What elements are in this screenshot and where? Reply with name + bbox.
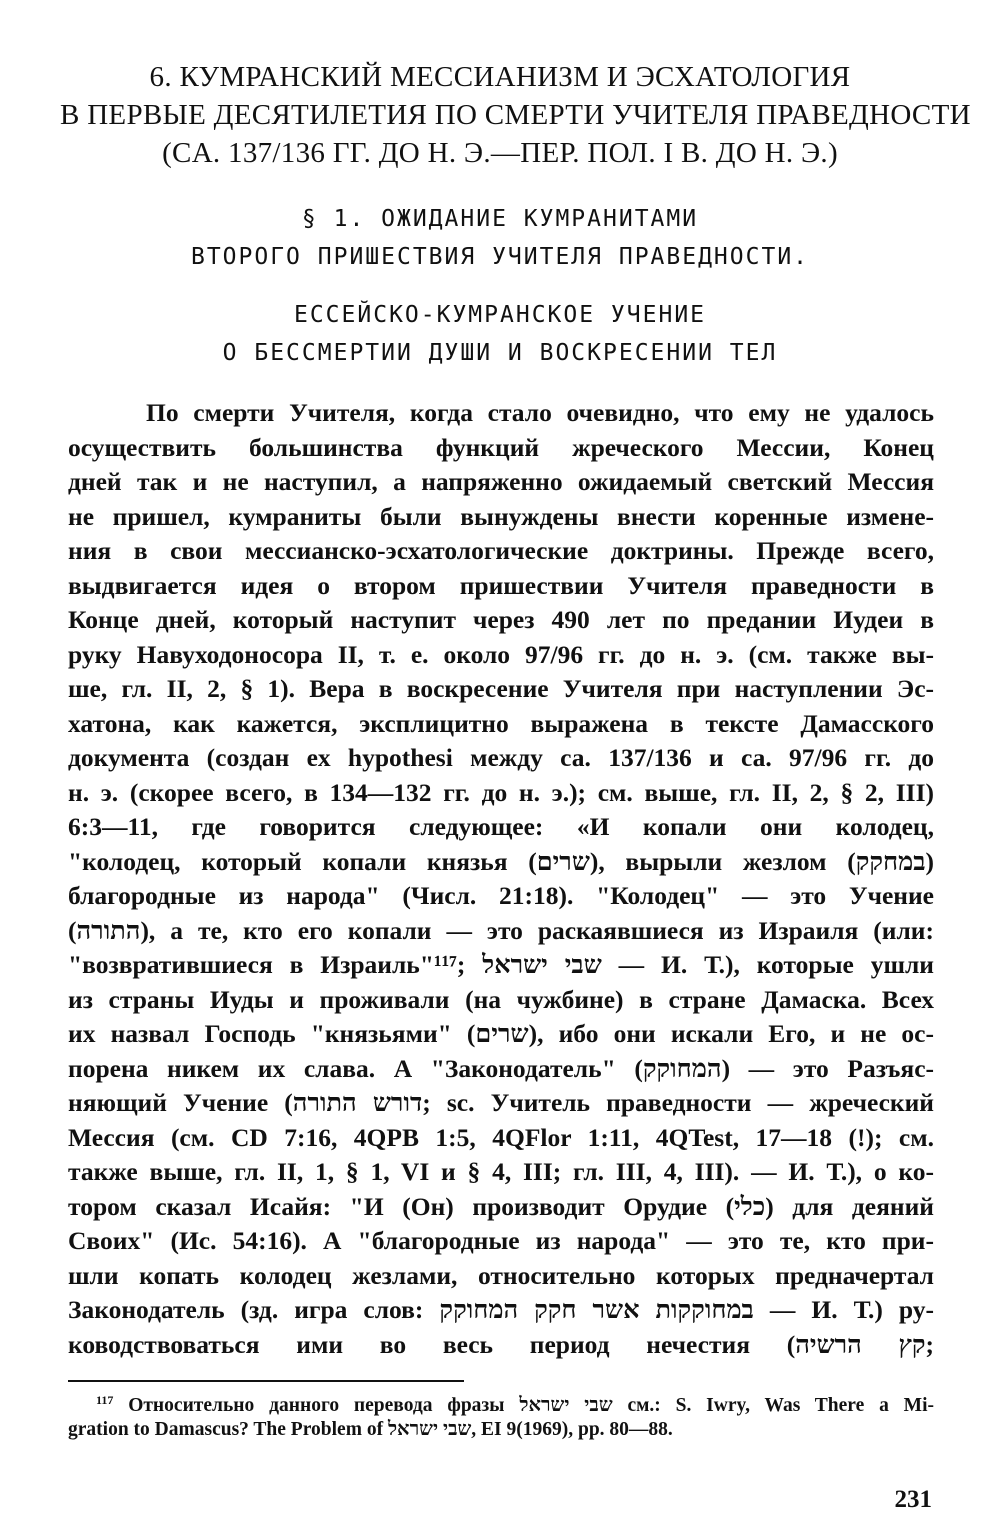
section-heading-line: § 1. ОЖИДАНИЕ КУМРАНИТАМИ xyxy=(301,206,699,232)
footnote-divider xyxy=(68,1380,464,1382)
body-line: ше, гл. II, 2, § 1). Вера в воскресение Учителя при наступлении Эс- xyxy=(68,674,934,703)
chapter-title-line: В ПЕРВЫЕ ДЕСЯТИЛЕТИЯ ПО СМЕРТИ УЧИТЕЛЯ ПРАВЕДНОСТИ xyxy=(60,99,971,131)
body-line: н. э. (скорее всего, в 134—132 гг. до н. э.); см. выше, гл. II, 2, § 2, III) xyxy=(68,777,934,807)
body-line: не пришел, кумраниты были вынуждены внести коренные измене- xyxy=(68,501,934,531)
body-line: из страны Иуды и проживали (на чужбине) в стране Дамаска. Всех xyxy=(68,984,934,1014)
body-line: Мессия (см. CD 7:16, 4QPB 1:5, 4QFlor 1:11, 4QTest, 17—18 (!); см. xyxy=(68,1122,934,1152)
body-line: шли копать колодец жезлами, относительно которых предначертал xyxy=(68,1260,934,1290)
subsection-heading xyxy=(60,296,940,372)
body-line: их назвал Господь "князьями" (שרים), ибо они искали Его, и не ос- xyxy=(68,1019,934,1048)
section-heading-line: ВТОРОГО ПРИШЕСТВИЯ УЧИТЕЛЯ ПРАВЕДНОСТИ. xyxy=(190,244,810,270)
subsection-heading-line: О БЕССМЕРТИИ ДУШИ И ВОСКРЕСЕНИИ ТЕЛ xyxy=(222,340,778,366)
body-line: ководствоваться ими во весь период нечестия (קץ הרשיה; xyxy=(68,1329,934,1359)
footnote-line: gration to Damascus? The Problem of שבי ישראל, EI 9(1969), pp. 80—88. xyxy=(68,1419,673,1440)
body-line: "колодец, который копали князья (שרים), вырыли жезлом (במחקק) xyxy=(68,846,934,876)
body-line: дней так и не наступил, а напряженно ожидаемый светский Мессия xyxy=(68,467,934,496)
section-heading xyxy=(60,200,940,276)
body-line: Конце дней, который наступит через 490 лет по предании Иудеи в xyxy=(68,605,934,634)
chapter-title-line: (CA. 137/136 ГГ. ДО Н. Э.—ПЕР. ПОЛ. I В. ДО Н. Э.) xyxy=(162,137,838,169)
body-line: тором сказал Исайя: "И (Он) производит Орудие (כלי) для деяний xyxy=(68,1191,934,1221)
body-line: Законодатель (зд. игра слов: במחוקקות אשר חקק המחוקק — И. Т.) ру- xyxy=(68,1295,934,1324)
body-line: По смерти Учителя, когда стало очевидно, что ему не удалось xyxy=(146,398,934,427)
footnote xyxy=(68,1385,934,1445)
body-line: няющий Учение (דורש התורה; sc. Учитель праведности — жреческий xyxy=(68,1088,934,1117)
body-line: ния в свои мессианско-эсхатологические доктрины. Прежде всего, xyxy=(68,536,934,565)
body-paragraph xyxy=(68,396,934,1362)
subsection-heading-line: ЕССЕЙСКО-КУМРАНСКОЕ УЧЕНИЕ xyxy=(293,302,707,328)
chapter-title xyxy=(60,58,971,172)
body-line: (התורה), а те, кто его копали — это раскаявшиеся из Израиля (или: xyxy=(68,915,934,945)
body-line: 6:3—11, где говорится следующее: «И копали они колодец, xyxy=(68,812,934,841)
body-line: Своих" (Ис. 54:16). А "благородные из народа" — это те, кто при- xyxy=(68,1226,934,1255)
body-line: документа (создан ex hypothesi между са. 137/136 и са. 97/96 гг. до xyxy=(68,743,934,772)
body-line: хатона, как кажется, эксплицитно выражена в тексте Дамасского xyxy=(68,708,934,738)
footnote-mark: 117 xyxy=(96,1393,114,1407)
body-line: также выше, гл. II, 1, § 1, VI и § 4, III; гл. III, 4, III). — И. Т.), о ко- xyxy=(68,1157,934,1186)
footnote-text: Относительно данного перевода фразы שבי ישראל см.: S. Iwry, Was There a Mi- xyxy=(128,1395,934,1416)
body-line: руку Навуходоносора II, т. е. около 97/96 гг. до н. э. (см. также вы- xyxy=(68,639,934,669)
body-line: выдвигается идея о втором пришествии Учителя праведности в xyxy=(68,570,934,600)
body-line: благородные из народа" (Числ. 21:18). "Колодец" — это Учение xyxy=(68,881,934,910)
body-line: порена никем их слава. А "Законодатель" (המחוקק) — это Разъяс- xyxy=(68,1053,934,1083)
page-number: 231 xyxy=(894,1486,932,1513)
body-line: "возвратившиеся в Израиль"¹¹⁷; שבי ישראל — И. Т.), которые ушли xyxy=(68,950,934,979)
chapter-title-line: 6. КУМРАНСКИЙ МЕССИАНИЗМ И ЭСХАТОЛОГИЯ xyxy=(149,61,851,93)
body-line: осуществить большинства функций жреческого Мессии, Конец xyxy=(68,432,934,462)
footnote-line xyxy=(68,1385,934,1415)
